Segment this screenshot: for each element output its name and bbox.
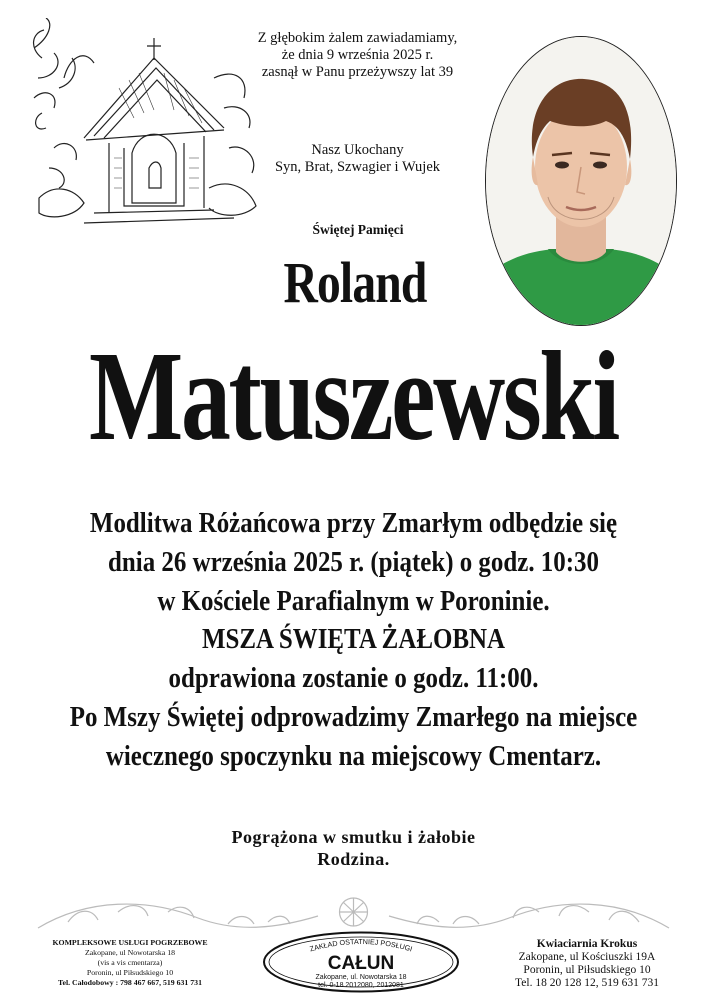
florist-address-2: Poronin, ul Piłsudskiego 10 bbox=[523, 964, 651, 976]
chapel-illustration bbox=[24, 18, 264, 228]
deceased-first-name: Roland bbox=[283, 250, 427, 315]
funeral-services-title: KOMPLEKSOWE USŁUGI POGRZEBOWE bbox=[52, 938, 208, 947]
announcement-line: w Kościele Parafialnym w Poroninie. bbox=[157, 584, 550, 617]
relation-text bbox=[245, 142, 470, 176]
intro-line: że dnia 9 września 2025 r. bbox=[281, 47, 434, 63]
funeral-services-info bbox=[20, 938, 240, 988]
badge-name: CAŁUN bbox=[327, 953, 395, 974]
announcement-line: MSZA ŚWIĘTA ŻAŁOBNA bbox=[201, 623, 506, 656]
portrait-illustration bbox=[486, 37, 676, 325]
intro-line: zasnął w Panu przeżywszy lat 39 bbox=[261, 64, 454, 80]
announcement-line: wiecznego spoczynku na miejscowy Cmentarz. bbox=[105, 739, 602, 772]
in-memory-label: Świętej Pamięci bbox=[312, 222, 404, 237]
announcement-line: Po Mszy Świętej odprowadzimy Zmarłego na miejsce bbox=[69, 700, 638, 733]
announcement-line: Modlitwa Różańcowa przy Zmarłym odbędzie się bbox=[89, 507, 618, 539]
intro-text bbox=[245, 30, 470, 81]
ceremony-announcement bbox=[49, 504, 657, 776]
announcement-line: dnia 26 września 2025 r. (piątek) o godz. 10:30 bbox=[108, 545, 599, 578]
closing-line: Pogrążona w smutku i żałobie bbox=[231, 827, 476, 847]
florist-info bbox=[482, 938, 692, 990]
intro-line: Z głębokim żalem zawiadamiamy, bbox=[257, 30, 458, 46]
calun-logo-badge bbox=[262, 931, 460, 993]
deceased-last-name: Matuszewski bbox=[89, 325, 618, 467]
relation-line: Syn, Brat, Szwagier i Wujek bbox=[274, 159, 441, 175]
announcement-line: odprawiona zostanie o godz. 11:00. bbox=[168, 662, 539, 695]
badge-address: Zakopane, ul. Nowotarska 18 bbox=[315, 974, 407, 981]
funeral-services-address-2: Poronin, ul Piłsudskiego 10 bbox=[86, 968, 174, 977]
portrait-photo bbox=[485, 36, 677, 326]
funeral-services-phone: Tel. Całodobowy : 798 467 667, 519 631 731 bbox=[58, 978, 202, 987]
family-closing bbox=[0, 826, 707, 870]
relation-line: Nasz Ukochany bbox=[311, 142, 404, 158]
florist-title: Kwiaciarnia Krokus bbox=[536, 938, 638, 950]
florist-phone: Tel. 18 20 128 12, 519 631 731 bbox=[515, 977, 659, 989]
badge-phone: tel. 0-18 2012080, 2012081 bbox=[318, 982, 404, 989]
badge-arc-text: ZAKŁAD OSTATNIEJ POSŁUGI bbox=[308, 936, 414, 954]
funeral-services-address: Zakopane, ul Nowotarska 18 bbox=[84, 948, 176, 957]
florist-address: Zakopane, ul Kościuszki 19A bbox=[518, 951, 656, 963]
funeral-services-note: (vis a vis cmentarza) bbox=[97, 958, 163, 967]
closing-line: Rodzina. bbox=[317, 849, 390, 869]
